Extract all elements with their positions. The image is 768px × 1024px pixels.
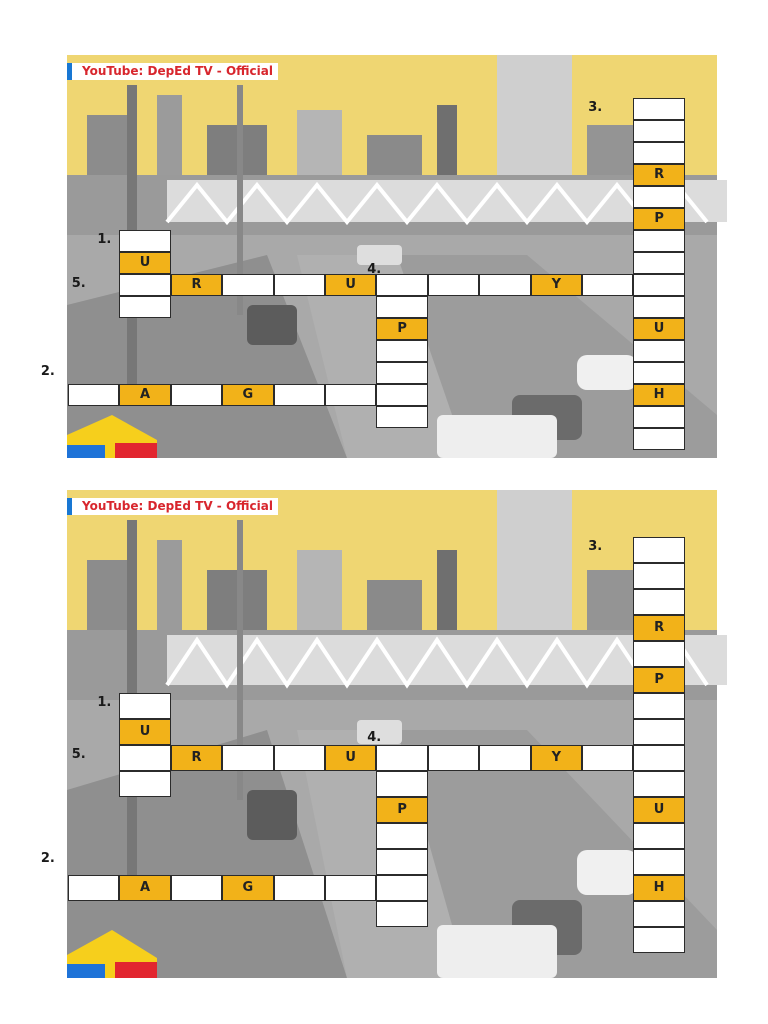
crossword-cell-word4-c3[interactable]: P	[376, 318, 427, 340]
crossword-cell-word1-c4[interactable]	[119, 296, 170, 318]
crossword-cell-word3-c8[interactable]	[633, 719, 684, 745]
crossword-cell-word4-c4[interactable]	[376, 823, 427, 849]
crossword-cell-word3-c13[interactable]	[633, 849, 684, 875]
crossword-cell-word5-c4[interactable]	[274, 274, 325, 296]
crossword-cell-word3-c7[interactable]	[633, 230, 684, 252]
crossword-cell-word2-c2[interactable]: A	[119, 384, 170, 406]
crossword-cell-word3-c12[interactable]	[633, 340, 684, 362]
crossword-cell-word1-c1[interactable]	[119, 693, 170, 719]
source-watermark: YouTube: DepEd TV - Official	[67, 63, 278, 80]
clue-number-clue-1: 1.	[97, 232, 112, 247]
source-watermark: YouTube: DepEd TV - Official	[67, 498, 278, 515]
crossword-cell-word4-c4[interactable]	[376, 340, 427, 362]
crossword-cell-word2-c4[interactable]: G	[222, 384, 273, 406]
crossword-cell-word3-c5[interactable]	[633, 186, 684, 208]
crossword-cell-word2-c2[interactable]: A	[119, 875, 170, 901]
crossword-cell-word3-c16[interactable]	[633, 428, 684, 450]
crossword-cell-word5-c3[interactable]	[222, 274, 273, 296]
crossword-cell-word4-c3[interactable]: P	[376, 797, 427, 823]
crossword-cell-word3-c11[interactable]: U	[633, 318, 684, 340]
crossword-cell-word4-c6[interactable]	[376, 875, 427, 901]
crossword-cell-word3-c9[interactable]	[633, 274, 684, 296]
crossword-cell-word3-c14[interactable]: H	[633, 384, 684, 406]
crossword-cell-word3-c4[interactable]: R	[633, 615, 684, 641]
crossword-cell-word4-c7[interactable]	[376, 901, 427, 927]
clue-number-clue-2: 2.	[40, 364, 55, 379]
crossword-cell-word3-c2[interactable]	[633, 120, 684, 142]
clue-number-clue-4: 4.	[367, 261, 382, 277]
clue-number-clue-3: 3.	[588, 539, 603, 554]
crossword-cell-word3-c9[interactable]	[633, 745, 684, 771]
crossword-cell-word1-c1[interactable]	[119, 230, 170, 252]
crossword-panel-2	[40, 490, 717, 978]
clue-number-clue-3: 3.	[588, 100, 603, 115]
crossword-cell-word4-c7[interactable]	[376, 406, 427, 428]
crossword-cell-word5-c9[interactable]: Y	[531, 274, 582, 296]
crossword-cell-word5-c10[interactable]	[582, 745, 633, 771]
crossword-cell-word3-c10[interactable]	[633, 771, 684, 797]
crossword-cell-word1-c2[interactable]: U	[119, 252, 170, 274]
crossword-cell-word4-c2[interactable]	[376, 296, 427, 318]
crossword-cell-word3-c1[interactable]	[633, 537, 684, 563]
crossword-cell-word3-c15[interactable]	[633, 901, 684, 927]
crossword-cell-word5-c2[interactable]: R	[171, 274, 222, 296]
crossword-cell-word4-c5[interactable]	[376, 849, 427, 875]
crossword-cell-word5-c2[interactable]: R	[171, 745, 222, 771]
crossword-cell-word3-c6[interactable]: P	[633, 208, 684, 230]
crossword-cell-word3-c16[interactable]	[633, 927, 684, 953]
crossword-cell-word3-c15[interactable]	[633, 406, 684, 428]
crossword-cell-word2-c6[interactable]	[325, 875, 376, 901]
crossword-cell-word1-c3[interactable]	[119, 745, 170, 771]
crossword-cell-word2-c5[interactable]	[274, 875, 325, 901]
crossword-cell-word5-c8[interactable]	[479, 745, 530, 771]
crossword-cell-word5-c7[interactable]	[428, 745, 479, 771]
clue-number-clue-4: 4.	[367, 730, 382, 746]
crossword-cell-word3-c3[interactable]	[633, 589, 684, 615]
crossword-cell-word2-c4[interactable]: G	[222, 875, 273, 901]
clue-number-clue-5: 5.	[71, 276, 86, 291]
crossword-cell-word3-c4[interactable]: R	[633, 164, 684, 186]
crossword-cell-word3-c6[interactable]: P	[633, 667, 684, 693]
crossword-cell-word2-c3[interactable]	[171, 875, 222, 901]
crossword-cell-word3-c8[interactable]	[633, 252, 684, 274]
crossword-panel-1	[40, 55, 717, 458]
crossword-cell-word1-c2[interactable]: U	[119, 719, 170, 745]
crossword-cell-word2-c6[interactable]	[325, 384, 376, 406]
crossword-cell-word5-c10[interactable]	[582, 274, 633, 296]
crossword-cell-word3-c1[interactable]	[633, 98, 684, 120]
crossword-cell-word5-c5[interactable]: U	[325, 745, 376, 771]
crossword-cell-word3-c13[interactable]	[633, 362, 684, 384]
crossword-cell-word1-c3[interactable]	[119, 274, 170, 296]
crossword-cell-word5-c4[interactable]	[274, 745, 325, 771]
crossword-cell-word3-c12[interactable]	[633, 823, 684, 849]
clue-number-clue-1: 1.	[97, 695, 112, 710]
crossword-cell-word2-c5[interactable]	[274, 384, 325, 406]
crossword-cell-word3-c3[interactable]	[633, 142, 684, 164]
crossword-cell-word2-c1[interactable]	[68, 384, 119, 406]
crossword-cell-word3-c2[interactable]	[633, 563, 684, 589]
crossword-cell-word4-c5[interactable]	[376, 362, 427, 384]
crossword-cell-word4-c2[interactable]	[376, 771, 427, 797]
crossword-cell-word4-c6[interactable]	[376, 384, 427, 406]
crossword-cell-word5-c9[interactable]: Y	[531, 745, 582, 771]
crossword-cell-word5-c3[interactable]	[222, 745, 273, 771]
crossword-cell-word5-c6[interactable]	[376, 274, 427, 296]
crossword-cell-word5-c8[interactable]	[479, 274, 530, 296]
crossword-cell-word5-c7[interactable]	[428, 274, 479, 296]
crossword-cell-word3-c5[interactable]	[633, 641, 684, 667]
clue-number-clue-5: 5.	[71, 747, 86, 762]
crossword-cell-word3-c7[interactable]	[633, 693, 684, 719]
crossword-cell-word5-c6[interactable]	[376, 745, 427, 771]
crossword-cell-word2-c1[interactable]	[68, 875, 119, 901]
crossword-cell-word3-c10[interactable]	[633, 296, 684, 318]
crossword-cell-word2-c3[interactable]	[171, 384, 222, 406]
clue-number-clue-2: 2.	[40, 851, 55, 866]
crossword-cell-word1-c4[interactable]	[119, 771, 170, 797]
crossword-cell-word3-c11[interactable]: U	[633, 797, 684, 823]
crossword-cell-word5-c5[interactable]: U	[325, 274, 376, 296]
crossword-cell-word3-c14[interactable]: H	[633, 875, 684, 901]
